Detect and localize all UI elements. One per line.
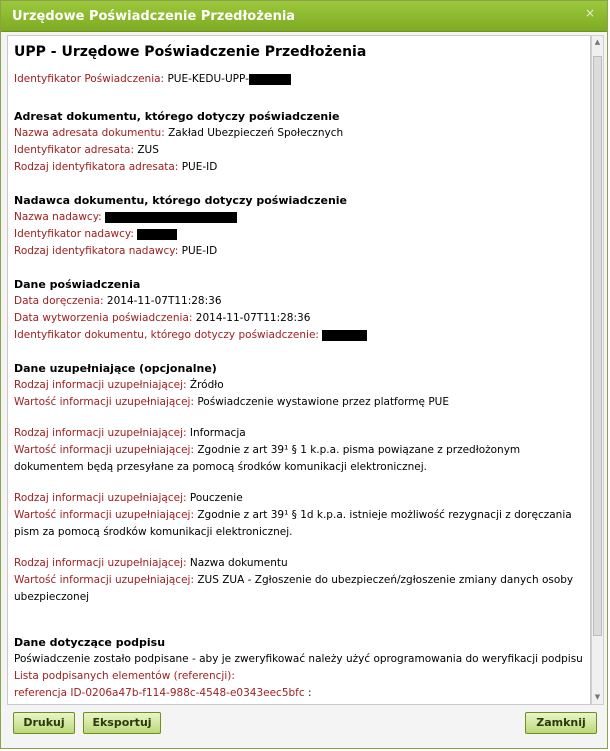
document-id-label: Identyfikator dokumentu, którego dotyczy poświadczenie: bbox=[14, 329, 319, 341]
adresat-type-label: Rodzaj identyfikatora adresata: bbox=[14, 161, 179, 173]
uzup-value-label: Wartość informacji uzupełniającej: bbox=[14, 509, 194, 521]
uzup-value-text-cont: dokumentem będą przesyłane za pomocą środków komunikacji elektronicznej. bbox=[14, 461, 427, 473]
uzup-item bbox=[14, 555, 582, 606]
nadawca-type-row bbox=[14, 243, 582, 260]
adresat-type-row bbox=[14, 159, 582, 176]
certificate-id-value: PUE-KEDU-UPP- bbox=[167, 73, 249, 85]
nadawca-type-value: PUE-ID bbox=[181, 245, 218, 257]
document-panel bbox=[7, 35, 591, 705]
uzup-kind-label: Rodzaj informacji uzupełniającej: bbox=[14, 492, 187, 504]
uzup-value-text-cont: pism za pomocą środków komunikacji elektronicznej. bbox=[14, 526, 293, 538]
close-icon[interactable]: × bbox=[584, 6, 595, 20]
uzup-value-text: Zgodnie z art 39¹ § 1d k.p.a. istnieje możliwość rezygnacji z doręczania bbox=[197, 509, 572, 521]
scroll-down-arrow-icon[interactable]: ▼ bbox=[594, 693, 601, 701]
created-date-value: 2014-11-07T11:28:36 bbox=[195, 312, 311, 324]
print-button[interactable]: Drukuj bbox=[13, 712, 75, 734]
redaction-block bbox=[322, 330, 367, 341]
uzup-kind-value: Źródło bbox=[189, 379, 224, 391]
export-button[interactable]: Eksportuj bbox=[83, 712, 161, 734]
section-dane-title: Dane poświadczenia bbox=[14, 278, 141, 291]
uzup-kind-value: Pouczenie bbox=[189, 492, 243, 504]
adresat-name-value: Zakład Ubezpieczeń Społecznych bbox=[168, 127, 344, 139]
uzup-value-label: Wartość informacji uzupełniającej: bbox=[14, 574, 194, 586]
delivery-date-label: Data doręczenia: bbox=[14, 295, 104, 307]
adresat-name-row bbox=[14, 125, 582, 142]
uzup-kind-value: Nazwa dokumentu bbox=[189, 557, 288, 569]
nadawca-name-row bbox=[14, 209, 582, 226]
section-adresat-title: Adresat dokumentu, którego dotyczy poświadczenie bbox=[14, 110, 340, 123]
reference-value bbox=[319, 704, 564, 705]
section-uzup-title: Dane uzupełniające (opcjonalne) bbox=[14, 362, 217, 375]
document-heading: UPP - Urzędowe Poświadczenie Przedłożenia bbox=[14, 44, 367, 60]
uzup-item bbox=[14, 425, 582, 476]
created-date-label: Data wytworzenia poświadczenia: bbox=[14, 312, 193, 324]
uzup-value-label: Wartość informacji uzupełniającej: bbox=[14, 396, 194, 408]
uzup-value-text-cont: ubezpieczonej bbox=[14, 591, 90, 603]
certificate-id-row bbox=[14, 71, 582, 88]
redaction-block bbox=[249, 74, 291, 85]
delivery-date-row bbox=[14, 293, 582, 310]
adresat-name-label: Nazwa adresata dokumentu: bbox=[14, 127, 165, 139]
button-bar bbox=[1, 709, 609, 743]
nadawca-id-label: Identyfikator nadawcy: bbox=[14, 228, 134, 240]
scroll-up-arrow-icon[interactable]: ▲ bbox=[594, 38, 601, 46]
nadawca-name-label: Nazwa nadawcy: bbox=[14, 211, 102, 223]
uzup-item bbox=[14, 490, 582, 541]
uzup-kind-label: Rodzaj informacji uzupełniającej: bbox=[14, 379, 187, 391]
uzup-value-text: ZUS ZUA - Zgłoszenie do ubezpieczeń/zgłoszenie zmiany danych osoby bbox=[197, 574, 574, 586]
dialog-titlebar[interactable] bbox=[1, 1, 607, 32]
reference-sep: : bbox=[307, 687, 312, 699]
signed-list-label: Lista podpisanych elementów (referencji): bbox=[14, 670, 235, 682]
signature-text: Poświadczenie zostało podpisane - aby je zweryfikować należy użyć oprogramowania do weryfikacji podpisu bbox=[14, 653, 583, 665]
dialog-title: Urzędowe Poświadczenie Przedłożenia bbox=[12, 9, 296, 24]
nadawca-id-row bbox=[14, 226, 582, 243]
nadawca-type-label: Rodzaj identyfikatora nadawcy: bbox=[14, 245, 179, 257]
document-id-row bbox=[14, 327, 582, 344]
adresat-id-row bbox=[14, 142, 582, 159]
reference-id bbox=[14, 704, 309, 705]
uzup-item bbox=[14, 377, 582, 411]
section-podpis-title: Dane dotyczące podpisu bbox=[14, 636, 166, 649]
section-nadawca-title: Nadawca dokumentu, którego dotyczy poświadczenie bbox=[14, 194, 348, 207]
uzup-kind-value: Informacja bbox=[189, 427, 246, 439]
uzup-value-label: Wartość informacji uzupełniającej: bbox=[14, 444, 194, 456]
created-date-row bbox=[14, 310, 582, 327]
reference-id: referencja ID-0206a47b-f114-988c-4548-e0343eec5bfc bbox=[14, 687, 305, 699]
scrollbar-thumb[interactable] bbox=[593, 56, 602, 636]
adresat-id-value: ZUS bbox=[137, 144, 159, 156]
reference-row bbox=[14, 685, 582, 702]
uzup-value-text: Zgodnie z art 39¹ § 1 k.p.a. pisma powiązane z przedłożonym bbox=[197, 444, 521, 456]
adresat-id-label: Identyfikator adresata: bbox=[14, 144, 134, 156]
reference-sep bbox=[312, 704, 316, 705]
uzup-value-text: Poświadczenie wystawione przez platformę PUE bbox=[197, 396, 449, 408]
certificate-id-label: Identyfikator Poświadczenia: bbox=[14, 73, 165, 85]
adresat-type-value: PUE-ID bbox=[181, 161, 218, 173]
vertical-scrollbar[interactable] bbox=[591, 35, 604, 705]
reference-row bbox=[14, 702, 582, 705]
close-button[interactable]: Zamknij bbox=[525, 712, 597, 734]
redaction-block bbox=[137, 229, 177, 240]
delivery-date-value: 2014-11-07T11:28:36 bbox=[106, 295, 222, 307]
uzup-kind-label: Rodzaj informacji uzupełniającej: bbox=[14, 427, 187, 439]
uzup-kind-label: Rodzaj informacji uzupełniającej: bbox=[14, 557, 187, 569]
redaction-block bbox=[105, 212, 237, 223]
